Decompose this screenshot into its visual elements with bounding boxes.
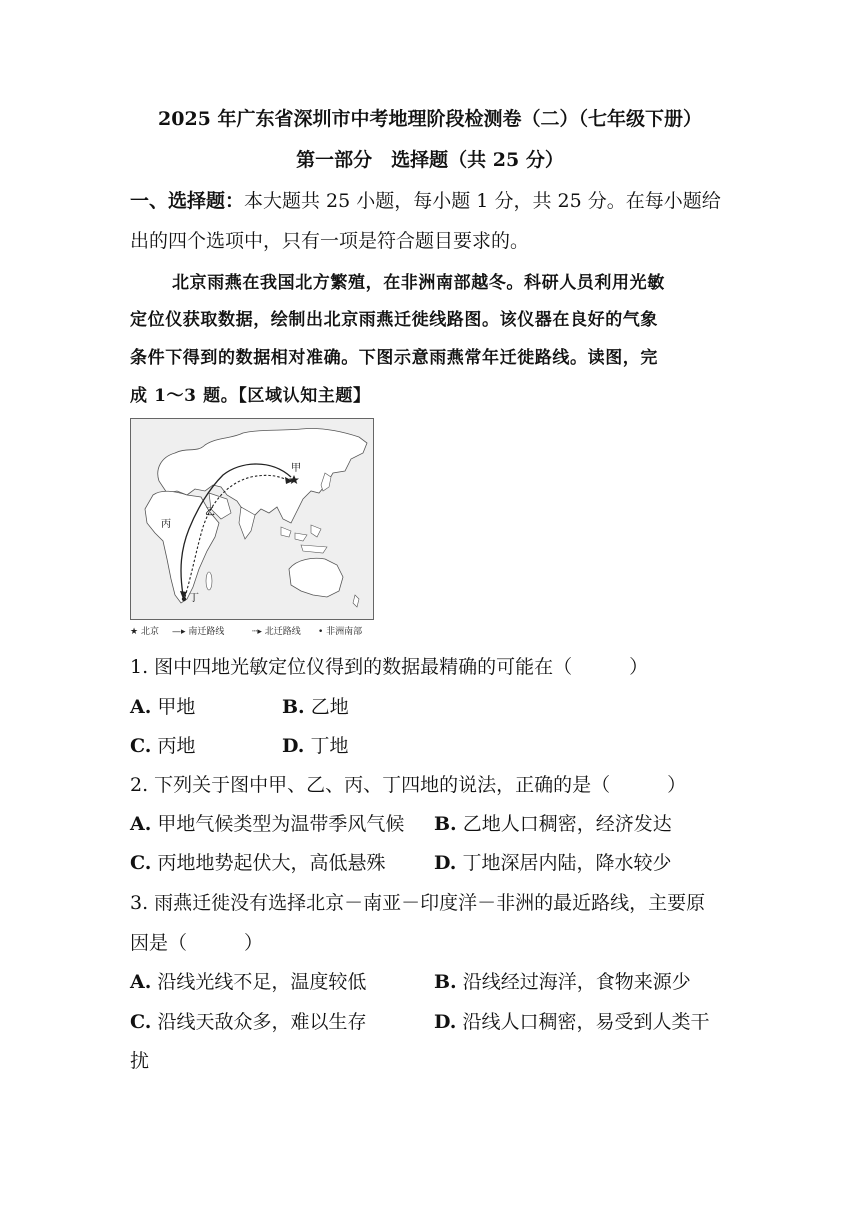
q2-option-c-letter: C. [130,852,152,874]
q2-option-d[interactable] [434,848,671,875]
south-africa-dot [182,597,186,601]
q2-option-b-letter: B. [434,813,457,835]
q3-option-b-letter: B. [434,971,457,993]
section-instructions-line2: 出的四个选项中，只有一项是符合题目要求的。 [130,230,530,252]
legend-north-route-label: 北迁路线 [264,627,301,637]
section-label: 一、选择题： [130,190,245,212]
q1-option-c-text: 丙地 [157,735,196,757]
q3-option-c[interactable] [130,1007,366,1034]
intro-line-2: 定位仪获取数据，绘制出北京雨燕迁徙线路图。该仪器在良好的气象 [130,310,658,330]
q3-option-d-text: 沿线人口稠密，易受到人类干 [462,1011,710,1033]
intro-line-3: 条件下得到的数据相对准确。下图示意雨燕常年迁徙路线。读图，完 [130,348,658,368]
q1-option-b-letter: B. [282,696,305,718]
q3-option-c-letter: C. [130,1011,152,1033]
map-label-jia: 甲 [291,463,301,474]
intro-line-1: 北京雨燕在我国北方繁殖，在非洲南部越冬。科研人员利用光敏 [172,273,665,293]
question-3-stem-line1: 3. 雨燕迁徙没有选择北京－南亚－印度洋－非洲的最近路线，主要原 [130,892,706,914]
q1-option-d-text: 丁地 [310,735,349,757]
q2-option-d-text: 丁地深居内陆，降水较少 [462,852,672,874]
q2-option-a[interactable] [130,809,404,836]
legend-beijing-label: 北京 [140,627,159,637]
question-3-stem-line2: 因是（ ） [130,932,264,954]
map-label-bing: 丙 [161,519,171,530]
migration-map [130,418,374,620]
q2-option-b-text: 乙地人口稠密，经济发达 [462,813,672,835]
q3-option-b[interactable] [434,967,691,994]
legend-north-route-item: ┄▸ 北迁路线 [252,627,301,637]
q2-option-c-text: 丙地地势起伏大，高低悬殊 [157,852,386,874]
madagascar-island [206,572,212,590]
q3-option-d-continuation: 扰 [130,1050,150,1072]
q1-option-a-text: 甲地 [157,696,196,718]
q2-option-a-letter: A. [130,813,152,835]
section-instructions-line1 [130,186,730,213]
q1-option-a[interactable] [130,692,195,719]
q1-option-d[interactable] [282,731,348,758]
q3-option-a-text: 沿线光线不足，温度较低 [157,971,367,993]
q3-option-d[interactable] [434,1007,709,1034]
q2-option-b[interactable] [434,809,672,836]
map-label-ding: 丁 [189,593,199,604]
q1-option-b-text: 乙地 [310,696,349,718]
exam-title: 2025 年广东省深圳市中考地理阶段检测卷（二）（七年级下册） [158,108,702,130]
q1-option-c[interactable] [130,731,195,758]
q3-option-c-text: 沿线天敌众多，难以生存 [157,1011,367,1033]
part-heading: 第一部分 选择题（共 25 分） [296,149,564,171]
section-text: 本大题共 25 小题，每小题 1 分，共 25 分。在每小题给 [244,190,721,212]
q1-option-b[interactable] [282,692,349,719]
map-legend [130,622,390,638]
q1-option-d-letter: D. [282,735,305,757]
q2-option-c[interactable] [130,848,385,875]
legend-south-route-item: —▸ 南迁路线 [172,627,225,637]
legend-south-africa-item: • 非洲南部 [318,627,363,637]
q3-option-a-letter: A. [130,971,152,993]
q1-option-a-letter: A. [130,696,152,718]
q2-option-d-letter: D. [434,852,457,874]
q2-option-a-text: 甲地气候类型为温带季风气候 [157,813,405,835]
intro-line-4: 成 1～3 题。【区域认知主题】 [130,386,371,406]
q3-option-a[interactable] [130,967,366,994]
map-svg [131,419,373,619]
q1-option-c-letter: C. [130,735,152,757]
legend-beijing-item: ★ 北京 [130,627,159,637]
map-label-yi: 乙 [205,507,215,518]
question-2-stem: 2. 下列关于图中甲、乙、丙、丁四地的说法，正确的是（ ） [130,774,687,796]
legend-south-africa-label: 非洲南部 [326,627,363,637]
q3-option-d-letter: D. [434,1011,457,1033]
legend-south-route-label: 南迁路线 [188,627,225,637]
question-1-stem: 1. 图中四地光敏定位仪得到的数据最精确的可能在（ ） [130,656,649,678]
q3-option-b-text: 沿线经过海洋，食物来源少 [462,971,691,993]
